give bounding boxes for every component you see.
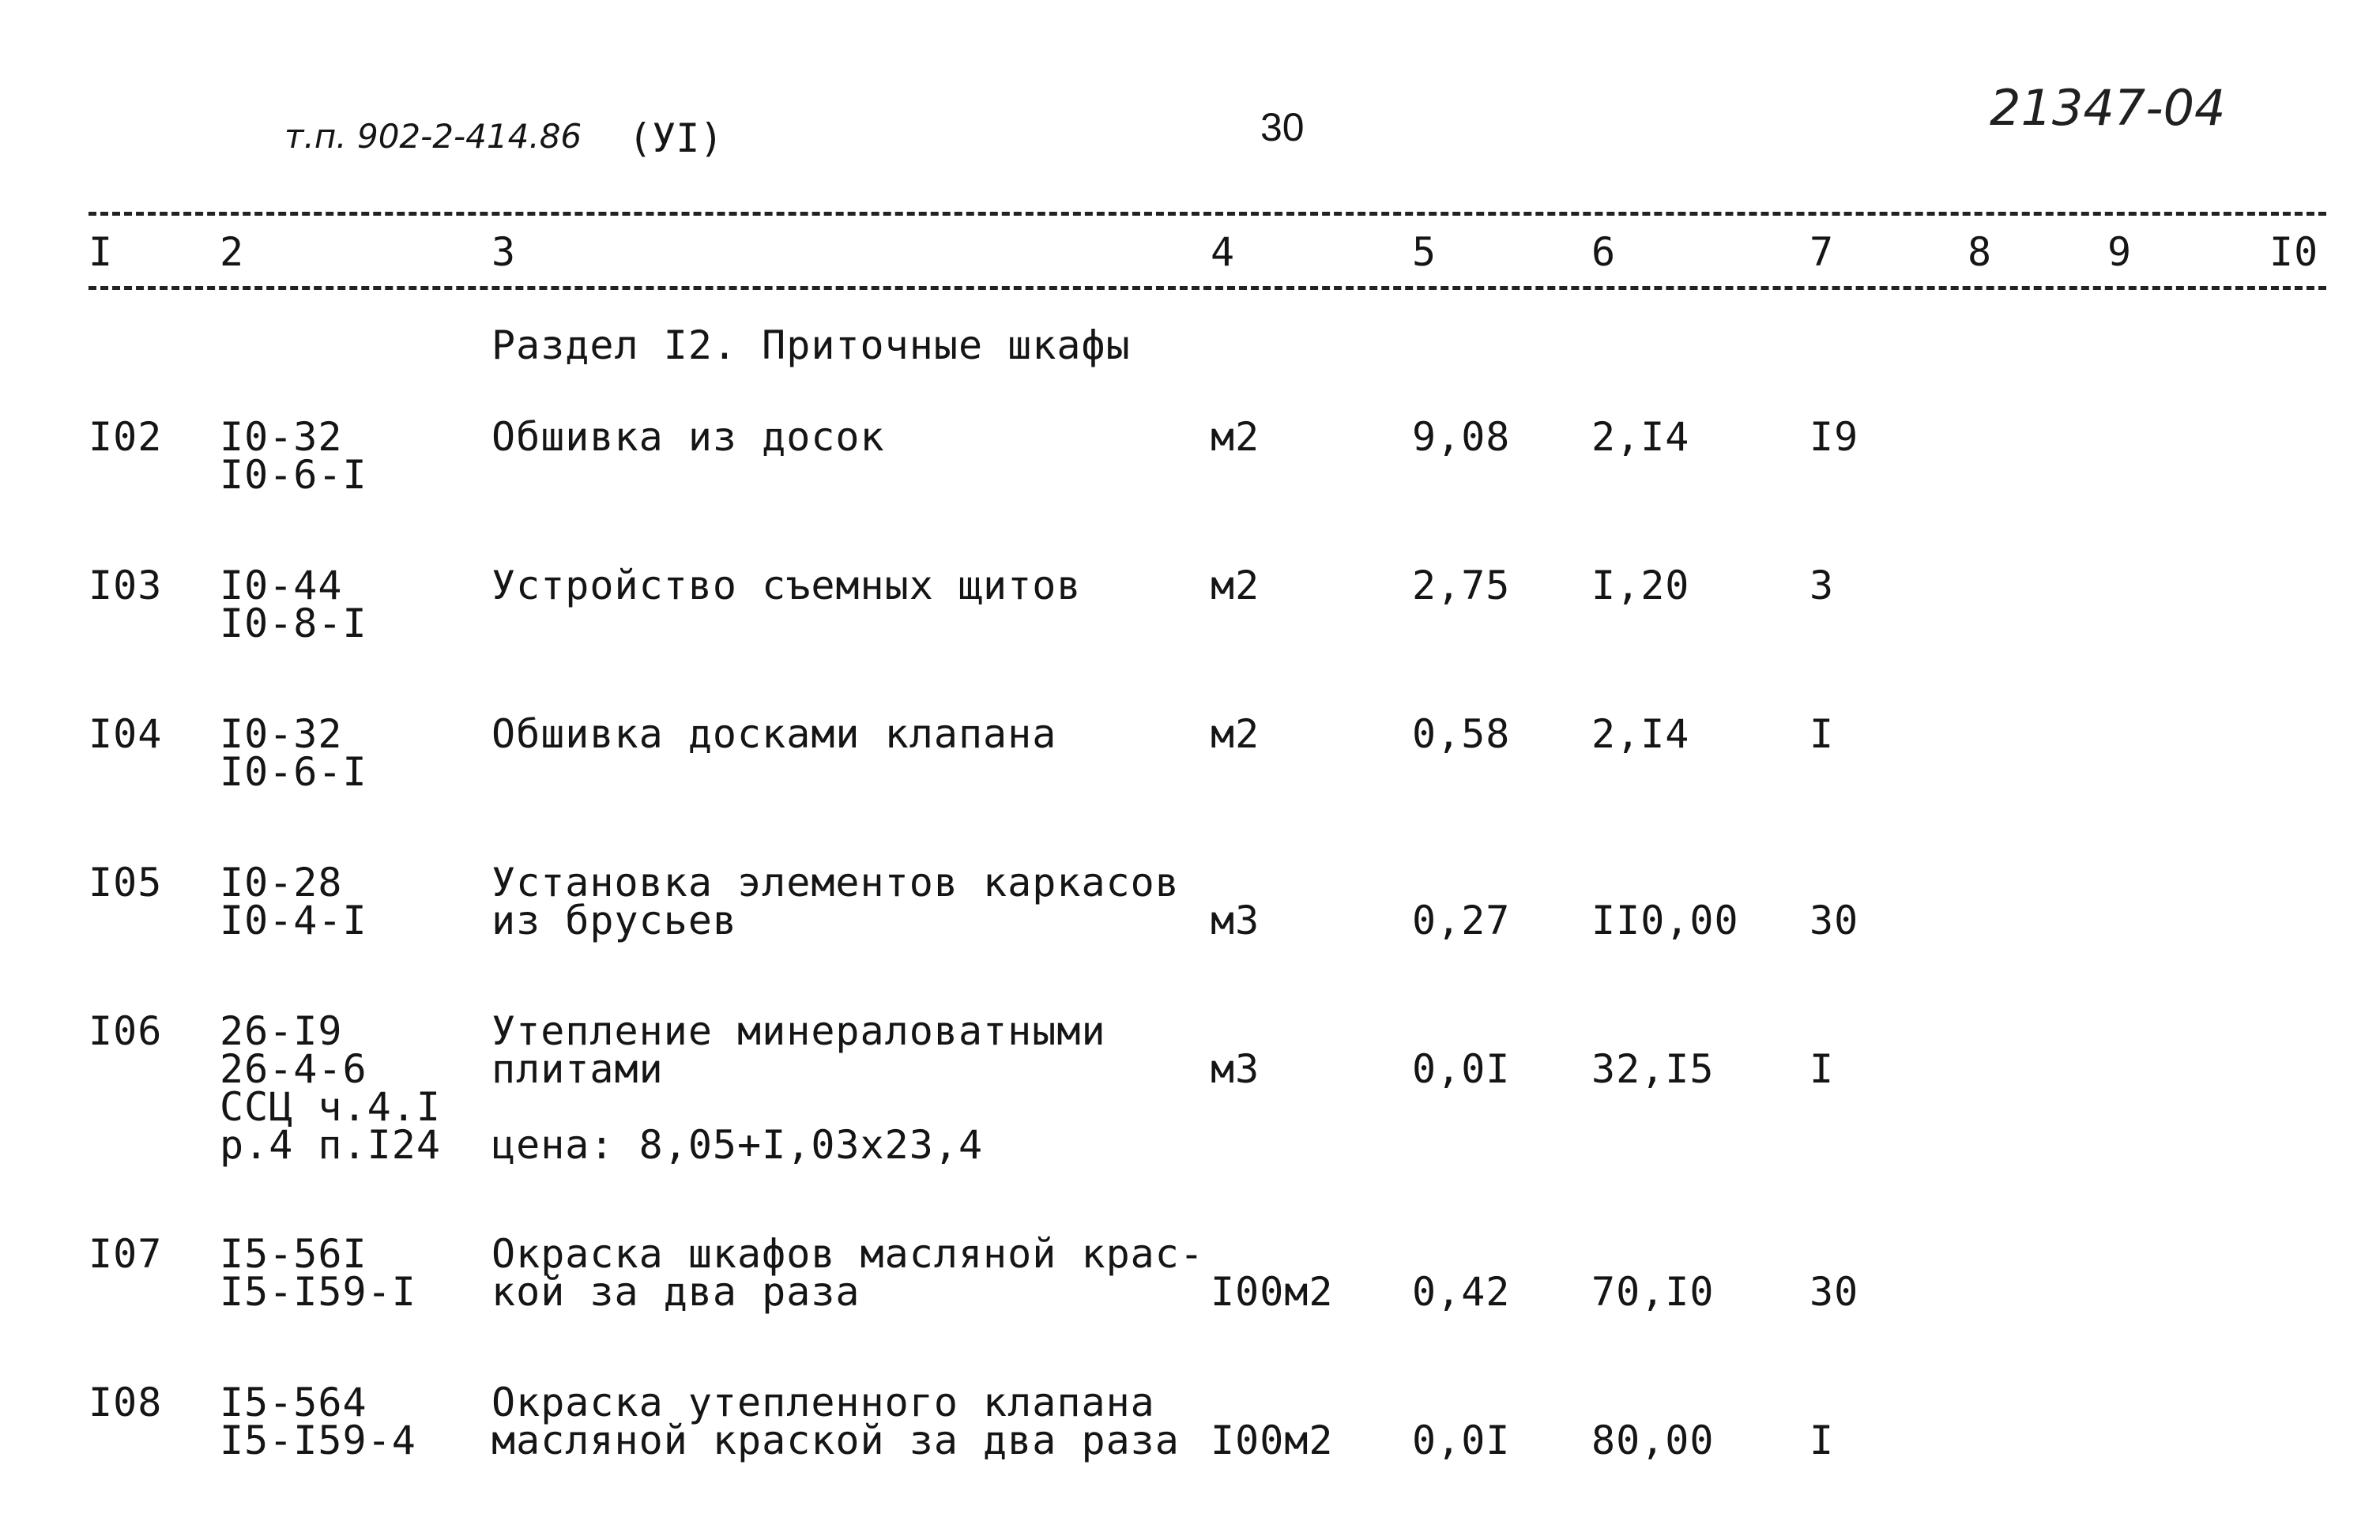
row-quantity: 0,0I <box>1412 1418 1511 1463</box>
row-unit: м3 <box>1211 1046 1260 1092</box>
row-description: Устройство съемных щитов <box>491 563 1082 608</box>
page-number: 30 <box>1260 105 1305 149</box>
row-quantity: 9,08 <box>1412 414 1511 460</box>
row-description: Обшивка из досок <box>491 414 885 460</box>
row-quantity: 0,42 <box>1412 1269 1511 1315</box>
column-header-7: 7 <box>1809 229 1835 275</box>
row-description: из брусьев <box>491 898 738 943</box>
row-code: I0-32 <box>220 414 343 460</box>
document-code: т.п. 902-2-414.86 <box>284 117 582 156</box>
row-code: I5-I59-4 <box>220 1418 416 1463</box>
row-code: ССЦ ч.4.I <box>220 1084 441 1130</box>
row-code: 26-4-6 <box>220 1046 367 1092</box>
row-price: 2,I4 <box>1591 414 1690 460</box>
row-total: 3 <box>1809 563 1835 608</box>
row-total: 30 <box>1809 1269 1859 1315</box>
row-total: I <box>1809 1418 1835 1463</box>
row-price: 32,I5 <box>1591 1046 1715 1092</box>
row-unit: I00м2 <box>1211 1269 1334 1315</box>
row-code: I0-8-I <box>220 601 367 646</box>
row-price-note: цена: 8,05+I,03x23,4 <box>491 1122 984 1168</box>
row-quantity: 0,27 <box>1412 898 1511 943</box>
row-code: I0-32 <box>220 711 343 757</box>
column-header-2: 2 <box>220 229 245 275</box>
header-rule-top <box>88 212 2326 216</box>
row-description: кой за два раза <box>491 1269 860 1315</box>
row-price: 70,I0 <box>1591 1269 1715 1315</box>
row-description: Установка элементов каркасов <box>491 860 1180 906</box>
row-number: I06 <box>88 1008 163 1054</box>
row-number: I07 <box>88 1231 163 1277</box>
document-code-suffix: (УI) <box>628 115 724 161</box>
row-quantity: 0,58 <box>1412 711 1511 757</box>
section-title: Раздел I2. Приточные шкафы <box>491 322 1131 368</box>
document-id: 21347-04 <box>1990 79 2226 137</box>
column-header-5: 5 <box>1412 229 1437 275</box>
row-price: II0,00 <box>1591 898 1739 943</box>
column-header-10: I0 <box>2269 229 2319 275</box>
row-number: I03 <box>88 563 163 608</box>
row-code: I0-6-I <box>220 452 367 498</box>
row-code: I0-44 <box>220 563 343 608</box>
row-description: плитами <box>491 1046 664 1092</box>
column-header-4: 4 <box>1211 229 1236 275</box>
row-description: Обшивка досками клапана <box>491 711 1057 757</box>
row-code: I0-4-I <box>220 898 367 943</box>
row-description: Окраска шкафов масляной крас- <box>491 1231 1204 1277</box>
column-header-1: I <box>88 229 114 275</box>
row-description: Окраска утепленного клапана <box>491 1380 1155 1425</box>
row-unit: м3 <box>1211 898 1260 943</box>
row-code: I5-56I <box>220 1231 367 1277</box>
row-number: I04 <box>88 711 163 757</box>
row-unit: м2 <box>1211 563 1260 608</box>
row-number: I08 <box>88 1380 163 1425</box>
row-code: I0-28 <box>220 860 343 906</box>
row-price: 2,I4 <box>1591 711 1690 757</box>
row-price: I,20 <box>1591 563 1690 608</box>
column-header-9: 9 <box>2107 229 2133 275</box>
row-code: р.4 п.I24 <box>220 1122 441 1168</box>
row-code: I5-I59-I <box>220 1269 416 1315</box>
row-number: I02 <box>88 414 163 460</box>
column-header-3: 3 <box>491 229 517 275</box>
row-total: I9 <box>1809 414 1859 460</box>
row-quantity: 0,0I <box>1412 1046 1511 1092</box>
header-rule-bottom <box>88 286 2326 290</box>
row-quantity: 2,75 <box>1412 563 1511 608</box>
row-code: I5-564 <box>220 1380 367 1425</box>
row-unit: м2 <box>1211 711 1260 757</box>
row-code: 26-I9 <box>220 1008 343 1054</box>
row-code: I0-6-I <box>220 749 367 795</box>
column-header-6: 6 <box>1591 229 1617 275</box>
row-total: I <box>1809 1046 1835 1092</box>
row-description: Утепление минераловатными <box>491 1008 1106 1054</box>
row-unit: I00м2 <box>1211 1418 1334 1463</box>
row-number: I05 <box>88 860 163 906</box>
row-unit: м2 <box>1211 414 1260 460</box>
row-total: I <box>1809 711 1835 757</box>
row-price: 80,00 <box>1591 1418 1715 1463</box>
row-total: 30 <box>1809 898 1859 943</box>
row-description: масляной краской за два раза <box>491 1418 1180 1463</box>
column-header-8: 8 <box>1968 229 1993 275</box>
